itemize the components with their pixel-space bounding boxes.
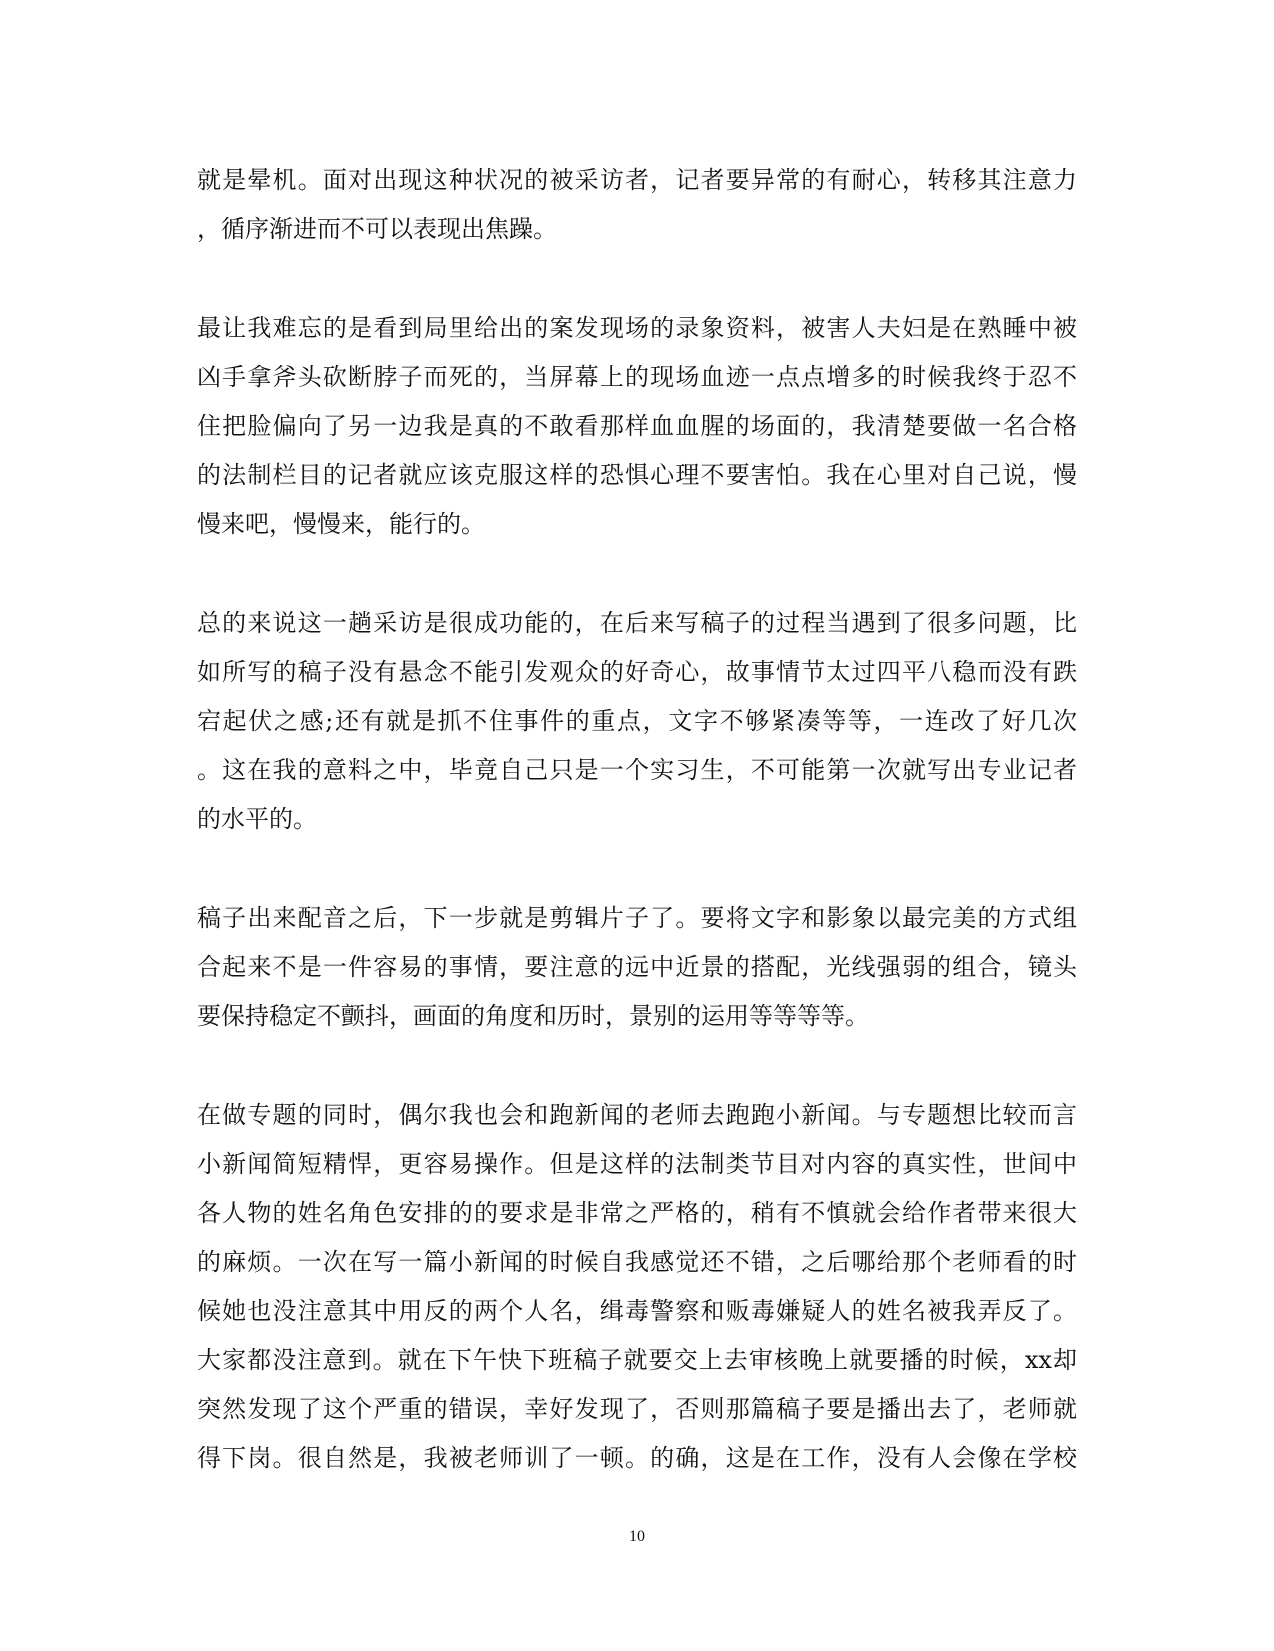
text-line: 稿子出来配音之后，下一步就是剪辑片子了。要将文字和影象以最完美的方式组: [197, 904, 1077, 932]
text-line: 如所写的稿子没有悬念不能引发观众的好奇心，故事情节太过四平八稳而没有跌: [197, 658, 1077, 686]
text-line: 凶手拿斧头砍断脖子而死的，当屏幕上的现场血迹一点点增多的时候我终于忍不: [197, 363, 1077, 391]
text-line: ，循序渐进而不可以表现出焦躁。: [197, 215, 557, 243]
text-line: 候她也没注意其中用反的两个人名，缉毒警察和贩毒嫌疑人的姓名被我弄反了。: [197, 1297, 1077, 1325]
text-line: 的麻烦。一次在写一篇小新闻的时候自我感觉还不错，之后哪给那个老师看的时: [197, 1248, 1077, 1276]
text-line: 慢来吧，慢慢来，能行的。: [197, 510, 485, 538]
text-line: 大家都没注意到。就在下午快下班稿子就要交上去审核晚上就要播的时候，xx却: [197, 1346, 1077, 1374]
text-line: 得下岗。很自然是，我被老师训了一顿。的确，这是在工作，没有人会像在学校: [197, 1444, 1077, 1472]
text-line: 突然发现了这个严重的错误，幸好发现了，否则那篇稿子要是播出去了，老师就: [197, 1395, 1077, 1423]
text-line: 总的来说这一趟采访是很成功能的，在后来写稿子的过程当遇到了很多问题，比: [197, 609, 1077, 637]
text-line: 在做专题的同时，偶尔我也会和跑新闻的老师去跑跑小新闻。与专题想比较而言: [197, 1101, 1077, 1129]
paragraph-4: [197, 894, 1077, 1041]
paragraph-3: [197, 599, 1077, 844]
page-number: 10: [629, 1528, 645, 1545]
text-line: 住把脸偏向了另一边我是真的不敢看那样血血腥的场面的，我清楚要做一名合格: [197, 412, 1077, 440]
paragraph-1: [197, 156, 1077, 254]
text-line: 最让我难忘的是看到局里给出的案发现场的录象资料，被害人夫妇是在熟睡中被: [197, 314, 1077, 342]
text-line: 的法制栏目的记者就应该克服这样的恐惧心理不要害怕。我在心里对自己说，慢: [197, 461, 1077, 489]
text-line: 各人物的姓名角色安排的的要求是非常之严格的，稍有不慎就会给作者带来很大: [197, 1199, 1077, 1227]
text-line: 就是晕机。面对出现这种状况的被采访者，记者要异常的有耐心，转移其注意力: [197, 166, 1077, 194]
paragraph-2: [197, 304, 1077, 549]
paragraph-5: [197, 1091, 1077, 1483]
text-line: 合起来不是一件容易的事情，要注意的远中近景的搭配，光线强弱的组合，镜头: [197, 953, 1077, 981]
text-line: 的水平的。: [197, 805, 317, 833]
body-text: [197, 156, 1077, 1533]
text-line: 宕起伏之感;还有就是抓不住事件的重点，文字不够紧凑等等，一连改了好几次: [197, 707, 1077, 735]
text-line: 小新闻简短精悍，更容易操作。但是这样的法制类节目对内容的真实性，世间中: [197, 1150, 1077, 1178]
text-line: 要保持稳定不颤抖，画面的角度和历时，景别的运用等等等等。: [197, 1002, 869, 1030]
text-line: 。这在我的意料之中，毕竟自己只是一个实习生，不可能第一次就写出专业记者: [197, 756, 1077, 784]
